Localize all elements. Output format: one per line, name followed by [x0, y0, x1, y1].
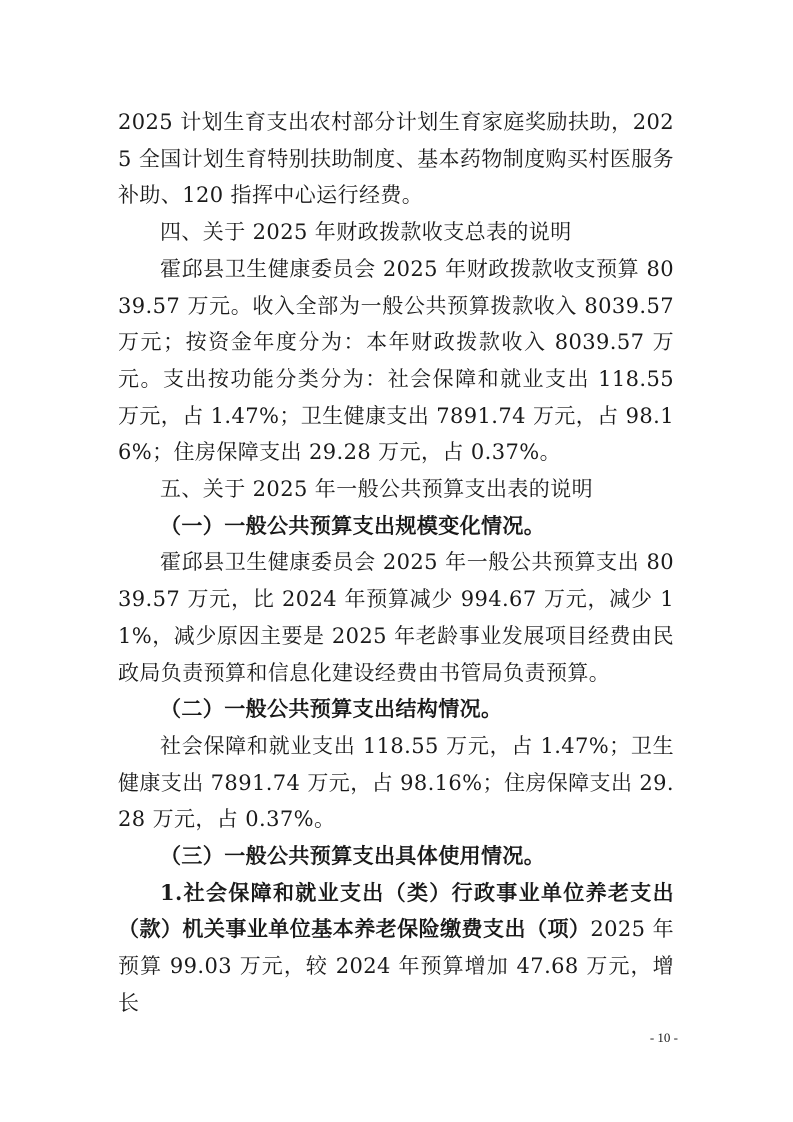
- paragraph-budget-summary: 霍邱县卫生健康委员会 2025 年财政拨款收支预算 8039.57 万元。收入全部为一般公共预算拨款收入 8039.57 万元；按资金年度分为：本年财政拨款收入 8039.57 万元。支出按功能分类分为：社会保障和就业支出 118.55 万元，占 1.47%；卫生健康支出 7891.74 万元，占 98.16%；住房保障支出 29.28 万元，占 0.37%。: [118, 256, 675, 465]
- subheading-structure: （二）一般公共预算支出结构情况。: [160, 696, 503, 722]
- paragraph-normal-tail: 2025 年预算 99.03 万元，较 2024 年预算增加 47.68 万元，增长: [118, 917, 674, 1015]
- document-body: [118, 104, 674, 1022]
- subheading-scale-change: （一）一般公共预算支出规模变化情况。: [160, 512, 546, 538]
- paragraph-bold-lead: 1.社会保障和就业支出（类）行政事业单位养老支出（款）机关事业单位基本养老保险缴费支出（项）: [118, 879, 674, 942]
- section-heading-4: 四、关于 2025 年财政拨款收支总表的说明: [160, 220, 572, 245]
- section-heading-5: 五、关于 2025 年一般公共预算支出表的说明: [160, 477, 593, 502]
- page-number: - 10 -: [649, 1030, 678, 1045]
- paragraph-specific-use: [118, 875, 674, 1022]
- paragraph-structure: 社会保障和就业支出 118.55 万元，占 1.47%；卫生健康支出 7891.74 万元，占 98.16%；住房保障支出 29.28 万元，占 0.37%。: [118, 733, 675, 832]
- paragraph-scale-change: 霍邱县卫生健康委员会 2025 年一般公共预算支出 8039.57 万元，比 2024 年预算减少 994.67 万元，减少 11%，减少原因主要是 2025 年老龄事业发展项目经费由民政局负责预算和信息化建设经费由书管局负责预算。: [118, 550, 674, 685]
- subheading-specific-use: （三）一般公共预算支出具体使用情况。: [160, 843, 546, 869]
- paragraph-continuation: 2025 计划生育支出农村部分计划生育家庭奖励扶助，2025 全国计划生育特别扶助制度、基本药物制度购买村医服务补助、120 指挥中心运行经费。: [118, 110, 674, 208]
